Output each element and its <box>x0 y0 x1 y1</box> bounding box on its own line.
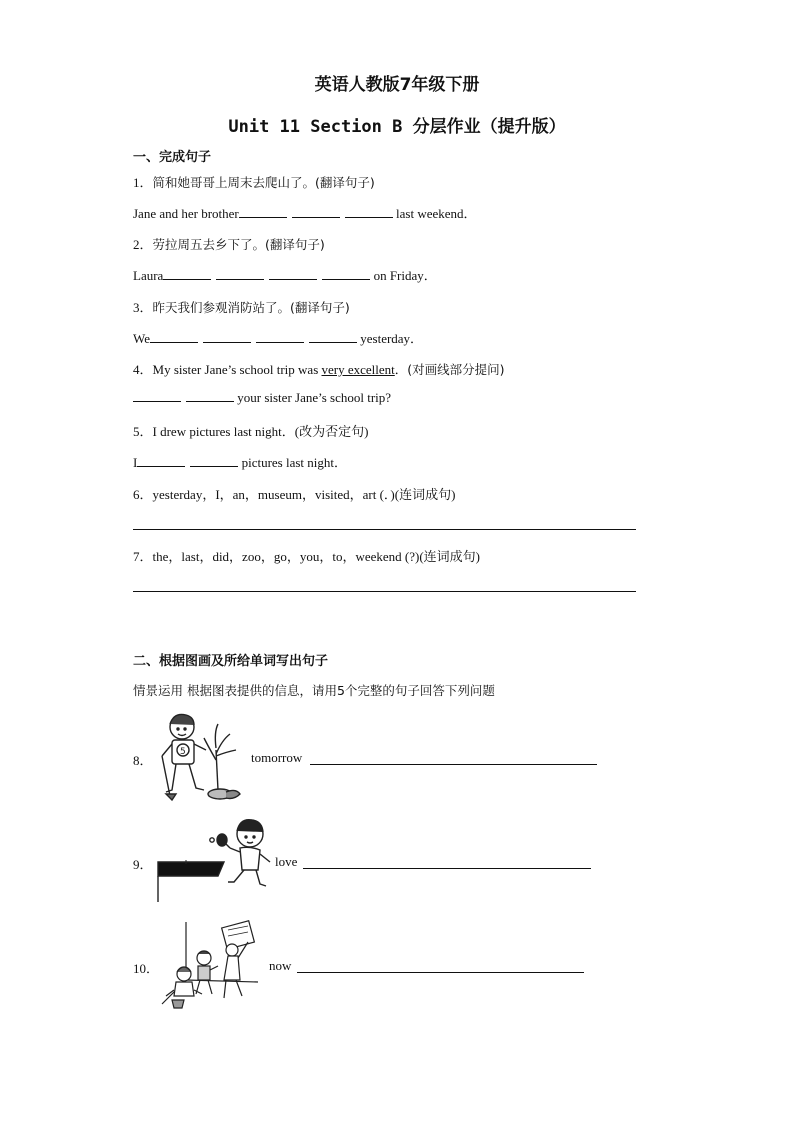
section2-heading: 二、根据图画及所给单词写出句子 <box>133 654 329 669</box>
question-9-keyword: love <box>275 854 298 869</box>
answer-blank[interactable] <box>216 268 264 280</box>
question-4-answer: your sister Jane’s school trip? <box>133 390 391 406</box>
answer-blank[interactable] <box>322 268 370 280</box>
answer-blank[interactable] <box>269 268 317 280</box>
answer-blank[interactable] <box>203 331 251 343</box>
question-3-answer: We yesterday． <box>133 331 424 346</box>
answer-blank[interactable] <box>163 268 211 280</box>
answer-line-10[interactable] <box>297 972 584 973</box>
section2-instruction: 情景运用 根据图表提供的信息，请用5个完整的句子回答下列问题 <box>133 683 495 698</box>
answer-line-9[interactable] <box>303 868 591 869</box>
question-5-prompt: 5．I drew pictures last night．(改为否定句) <box>133 424 369 439</box>
question-4-prompt: 4．My sister Jane’s school trip was very excellent．(对画线部分提问) <box>133 362 505 377</box>
answer-blank[interactable] <box>309 331 357 343</box>
family-cleaning-house-picture <box>158 920 268 1010</box>
question-8-number: 8． <box>133 753 153 768</box>
answer-blank[interactable] <box>137 455 185 467</box>
underlined-phrase: very excellent <box>321 362 395 377</box>
answer-blank[interactable] <box>239 206 287 218</box>
answer-blank[interactable] <box>345 206 393 218</box>
page-subtitle: Unit 11 Section B 分层作业（提升版） <box>228 117 566 137</box>
question-3-prompt: 3．昨天我们参观消防站了。(翻译句子) <box>133 300 350 315</box>
answer-line-7[interactable] <box>133 591 636 592</box>
question-2-prompt: 2．劳拉周五去乡下了。(翻译句子) <box>133 237 325 252</box>
page-title: 英语人教版7年级下册 <box>314 75 480 95</box>
question-9-number: 9． <box>133 857 153 872</box>
answer-blank[interactable] <box>186 390 234 402</box>
answer-blank[interactable] <box>190 455 238 467</box>
question-10-number: 10． <box>133 961 160 976</box>
boy-playing-ping-pong-picture <box>156 816 276 904</box>
answer-line-8[interactable] <box>310 764 597 765</box>
answer-blank[interactable] <box>256 331 304 343</box>
answer-blank[interactable] <box>292 206 340 218</box>
question-5-answer: I pictures last night． <box>133 455 348 470</box>
question-2-answer: Laura on Friday． <box>133 268 437 283</box>
answer-blank[interactable] <box>150 331 198 343</box>
question-10-keyword: now <box>269 958 292 973</box>
answer-line-6[interactable] <box>133 529 636 530</box>
question-6-prompt: 6．yesterday，I，an，museum，visited，art (．)(连词成句) <box>133 487 456 502</box>
answer-blank[interactable] <box>133 390 181 402</box>
svg-text:5: 5 <box>180 747 186 757</box>
question-7-prompt: 7．the，last，did，zoo，go，you，to，weekend (?)(连词成句) <box>133 549 480 564</box>
question-1-answer: Jane and her brother last weekend． <box>133 206 477 221</box>
question-1-prompt: 1．简和她哥哥上周末去爬山了。(翻译句子) <box>133 175 375 190</box>
question-8-keyword: tomorrow <box>251 750 303 765</box>
section1-heading: 一、完成句子 <box>133 150 212 165</box>
boy-planting-tree-picture <box>152 710 244 802</box>
